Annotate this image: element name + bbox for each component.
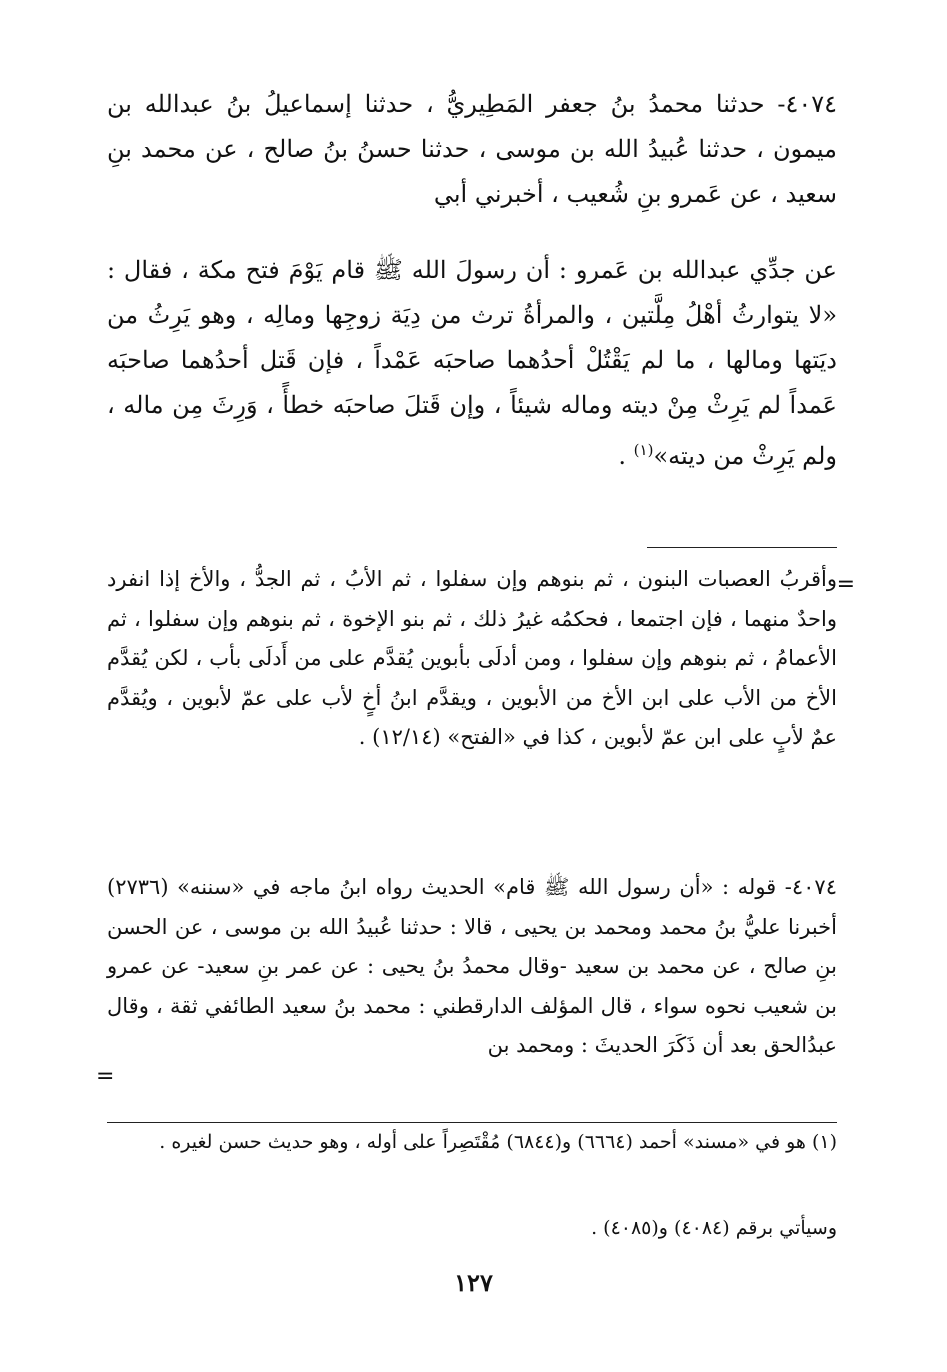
hadith-matn bbox=[107, 248, 837, 479]
footnote-1-extra-block bbox=[107, 1212, 837, 1245]
commentary-note-block bbox=[107, 868, 837, 1066]
commentary-divider bbox=[647, 547, 837, 548]
hadith-matn-text: عن جدِّي عبدالله بن عَمرو : أن رسولَ الله ﷺ قام يَوْمَ فتح مكة ، فقال : «لا يتوارثُ أهْلُ مِلَّتين ، والمرأةُ ترث من دِيَة زوجِها ومالِه ، وهو يَرِثُ من ديَتها ومالها ، ما لم يَقْتُلْ أحدُهما صاحبَه عَمْداً ، فإن قَتل أحدُهما صاحبَه عَمداً لم يَرِثْ مِنْ ديته وماله شيئاً ، وإن قَتلَ صاحبَه خطأً ، وَرِثَ مِن ماله ، ولم يَرِثْ من ديته» bbox=[107, 256, 837, 470]
footnote-ref-1[interactable]: (١) bbox=[633, 441, 654, 459]
continuation-mark: = bbox=[836, 572, 855, 597]
footnote-divider bbox=[107, 1122, 837, 1123]
hadith-matn-end: . bbox=[618, 442, 634, 470]
commentary-continuation: وأقربُ العصبات البنون ، ثم بنوهم وإن سفلوا ، ثم الأبُ ، ثم الجدُّ ، والأخ إذا انفرد واحدٌ منهما ، فإن اجتمعا ، فحكمُه غيرُ ذلك ، ثم بنو الإخوة ، ثم بنوهم وإن سفلوا ، ثم الأعمامُ ، ثم بنوهم وإن سفلوا ، ومن أدلَى بأبوين يُقدَّم على من أَدلَى بأب ، لكن يُقدَّم الأخ من الأب على ابن الأخ من الأبوين ، ويقدَّم ابنُ أخٍ لأب على عمّ لأبوين ، ويُقدَّم عمٌ لأبٍ على ابن عمّ لأبوين ، كذا في «الفتح» (١٢/١٤) . bbox=[107, 567, 837, 749]
commentary-continuation-block bbox=[107, 560, 837, 758]
footnote-1-extra: وسيأتي برقم (٤٠٨٤) و(٤٠٨٥) . bbox=[591, 1217, 837, 1239]
hadith-isnad-block bbox=[107, 82, 837, 217]
page-number: ١٢٧ bbox=[454, 1268, 493, 1297]
hadith-matn-block bbox=[107, 248, 837, 479]
continues-mark: = bbox=[96, 1064, 115, 1089]
footnote-1-block bbox=[107, 1126, 837, 1159]
footnote-1: (١) هو في «مسند» أحمد (٦٦٦٤) و(٦٨٤٤) مُقْتَصِراً على أوله ، وهو حديث حسن لغيره . bbox=[159, 1131, 837, 1153]
commentary-note-4074: ٤٠٧٤- قوله : «أن رسول الله ﷺ قام» الحديث رواه ابنُ ماجه في «سننه» (٢٧٣٦) أخبرنا عليُّ بنُ محمد ومحمد بن يحيى ، قالا : حدثنا عُبيدُ الله بن موسى ، عن الحسن بنِ صالح ، عن محمد بن سعيد -وقال محمدُ بنُ يحيى : عن عمر بنِ سعيد- عن عمرو بن شعيب نحوه سواء ، قال المؤلف الدارقطني : محمد بنُ سعيد الطائفي ثقة ، وقال عبدُالحق بعد أن ذَكَرَ الحديثَ : ومحمد بن bbox=[107, 875, 837, 1057]
hadith-isnad: ٤٠٧٤- حدثنا محمدُ بنُ جعفر المَطِيريُّ ، حدثنا إسماعيلُ بنُ عبدالله بن ميمون ، حدثنا عُبيدُ الله بن موسى ، حدثنا حسنُ بنُ صالح ، عن محمد بنِ سعيد ، عن عَمرو بنِ شُعيب ، أخبرني أبي bbox=[107, 90, 837, 208]
